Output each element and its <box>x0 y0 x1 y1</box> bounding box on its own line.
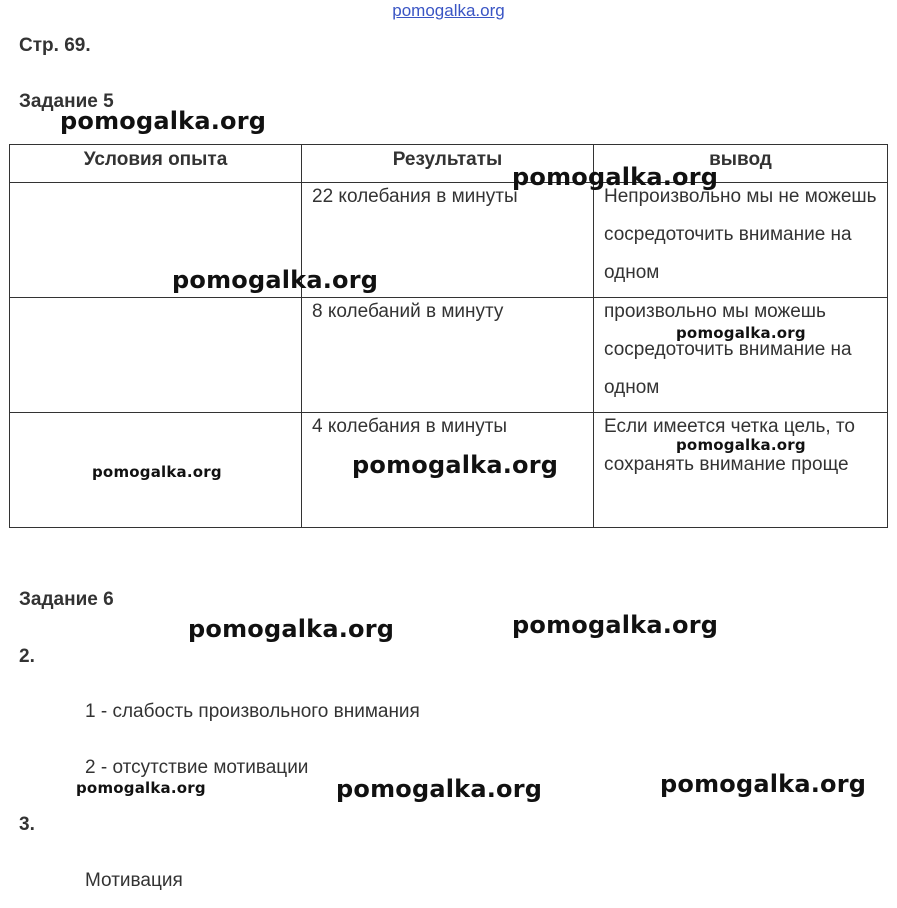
column-header-conclusion: вывод <box>594 145 888 183</box>
watermark-text: pomogalka.org <box>188 615 395 643</box>
watermark-text: pomogalka.org <box>660 770 867 798</box>
result-cell: 8 колебаний в минуту <box>302 298 594 413</box>
watermark-text: pomogalka.org <box>352 451 559 479</box>
conclusion-cell: Непроизвольно мы не можешь сосредоточить внимание на одном <box>594 183 888 298</box>
task6-title: Задание 6 <box>19 589 114 610</box>
watermark-text: pomogalka.org <box>512 611 719 639</box>
conclusion-cell: Если имеется четка цель, то сохранять внимание проще <box>594 413 888 528</box>
question-3-label: 3. <box>19 814 35 835</box>
condition-cell <box>10 298 302 413</box>
watermark-text: pomogalka.org <box>92 463 222 481</box>
answer-item-2: 2 - отсутствие мотивации <box>85 757 309 778</box>
answer-motivation: Мотивация <box>85 870 183 891</box>
site-header-link[interactable]: pomogalka.org <box>392 1 505 20</box>
watermark-text: pomogalka.org <box>512 163 719 191</box>
table-row <box>10 298 888 413</box>
answer-item-1: 1 - слабость произвольного внимания <box>85 701 420 722</box>
result-cell: 22 колебания в минуты <box>302 183 594 298</box>
table-row <box>10 183 888 298</box>
page-heading: Стр. 69. <box>19 35 91 56</box>
conclusion-cell: произвольно мы можешь сосредоточить внимание на одном <box>594 298 888 413</box>
column-header-conditions: Условия опыта <box>10 145 302 183</box>
question-2-label: 2. <box>19 646 35 667</box>
watermark-text: pomogalka.org <box>60 107 267 135</box>
watermark-text: pomogalka.org <box>336 775 543 803</box>
task5-title: Задание 5 <box>19 91 114 112</box>
result-cell: 4 колебания в минуты <box>302 413 594 528</box>
watermark-text: pomogalka.org <box>676 436 806 454</box>
watermark-text: pomogalka.org <box>172 266 379 294</box>
watermark-text: pomogalka.org <box>76 779 206 797</box>
watermark-text: pomogalka.org <box>676 324 806 342</box>
column-header-results: Результаты <box>302 145 594 183</box>
